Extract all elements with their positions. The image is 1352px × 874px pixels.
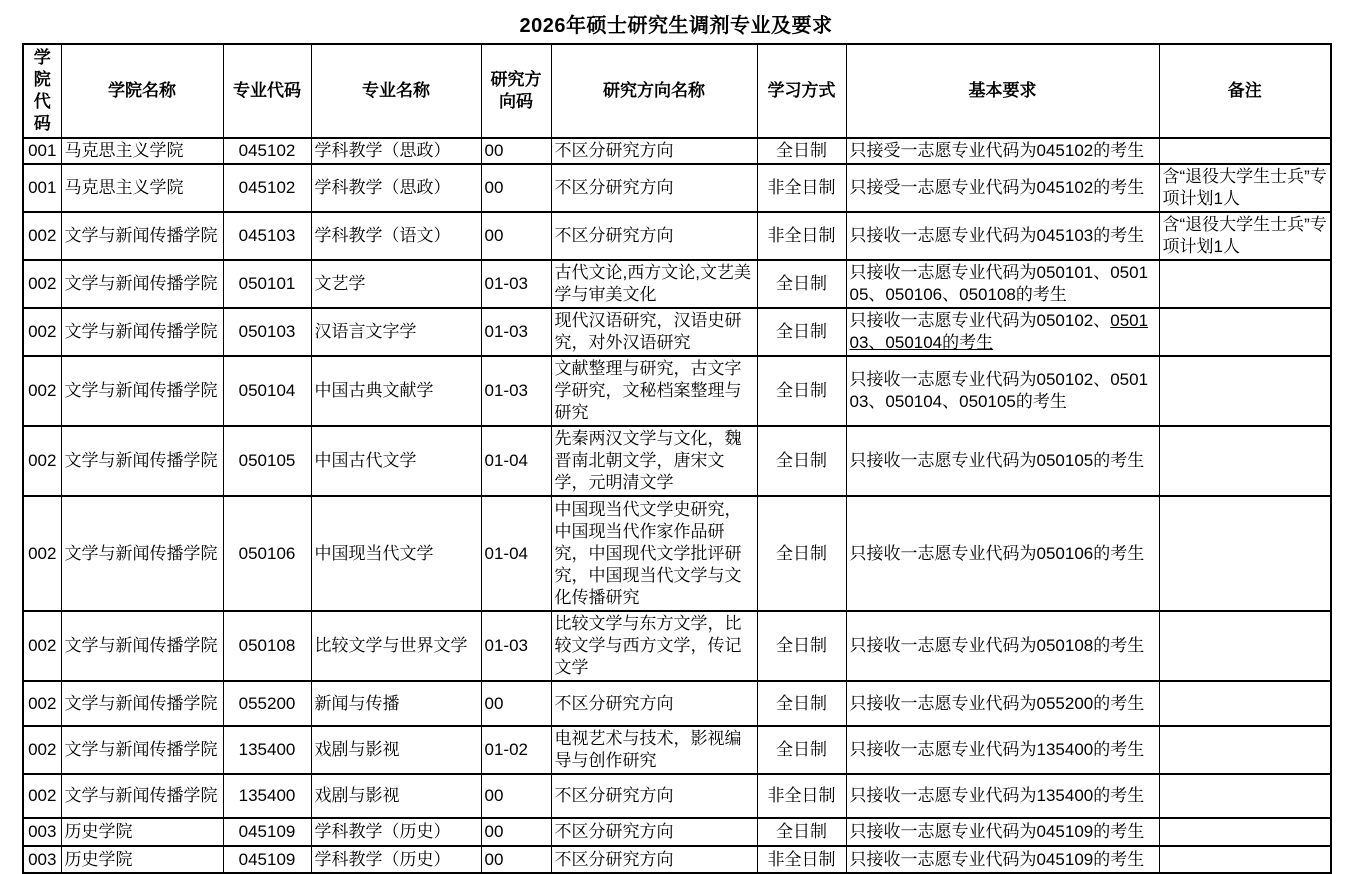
cell-college-code: 002 (23, 308, 61, 356)
cell-college-name: 文学与新闻传播学院 (61, 774, 223, 818)
table-row (23, 726, 1331, 774)
cell-major-code: 045109 (223, 846, 311, 873)
cell-college-name: 文学与新闻传播学院 (61, 356, 223, 426)
cell-college-code: 002 (23, 356, 61, 426)
cell-direction-name: 电视艺术与技术，影视编导与创作研究 (551, 726, 757, 774)
cell-basic-requirement: 只接收一志愿专业代码为050106的考生 (846, 496, 1159, 611)
cell-major-code: 045109 (223, 818, 311, 846)
cell-study-mode: 全日制 (757, 496, 846, 611)
cell-major-name: 中国古代文学 (311, 426, 481, 496)
cell-major-code: 135400 (223, 726, 311, 774)
cell-study-mode: 全日制 (757, 426, 846, 496)
cell-direction-code: 01-04 (481, 496, 551, 611)
cell-college-code: 002 (23, 426, 61, 496)
cell-direction-name: 不区分研究方向 (551, 681, 757, 726)
cell-direction-code: 01-04 (481, 426, 551, 496)
cell-college-code: 002 (23, 212, 61, 260)
cell-major-code: 055200 (223, 681, 311, 726)
table-row (23, 611, 1331, 681)
cell-major-code: 050104 (223, 356, 311, 426)
cell-major-code: 050105 (223, 426, 311, 496)
cell-remark (1159, 496, 1331, 611)
cell-direction-code: 00 (481, 164, 551, 212)
cell-basic-requirement: 只接收一志愿专业代码为135400的考生 (846, 774, 1159, 818)
cell-major-name: 学科教学（语文） (311, 212, 481, 260)
table-body (23, 138, 1331, 873)
table-row (23, 846, 1331, 873)
cell-basic-requirement: 只接受一志愿专业代码为045102的考生 (846, 164, 1159, 212)
cell-direction-code: 00 (481, 774, 551, 818)
cell-basic-requirement: 只接收一志愿专业代码为045103的考生 (846, 212, 1159, 260)
header-row (23, 44, 1331, 138)
cell-major-name: 戏剧与影视 (311, 726, 481, 774)
cell-major-name: 戏剧与影视 (311, 774, 481, 818)
cell-study-mode: 非全日制 (757, 846, 846, 873)
cell-study-mode: 非全日制 (757, 774, 846, 818)
cell-study-mode: 全日制 (757, 611, 846, 681)
cell-remark (1159, 426, 1331, 496)
cell-major-name: 学科教学（历史） (311, 818, 481, 846)
cell-direction-name: 不区分研究方向 (551, 774, 757, 818)
cell-college-name: 文学与新闻传播学院 (61, 260, 223, 308)
table-row (23, 212, 1331, 260)
cell-college-code: 002 (23, 611, 61, 681)
cell-college-code: 002 (23, 726, 61, 774)
cell-direction-code: 01-03 (481, 611, 551, 681)
cell-direction-code: 01-03 (481, 260, 551, 308)
cell-direction-code: 00 (481, 138, 551, 164)
cell-direction-code: 00 (481, 818, 551, 846)
cell-remark (1159, 611, 1331, 681)
cell-direction-name: 不区分研究方向 (551, 164, 757, 212)
cell-college-code: 002 (23, 260, 61, 308)
header-study-mode: 学习方式 (757, 44, 846, 138)
cell-direction-name: 不区分研究方向 (551, 212, 757, 260)
cell-direction-name: 文献整理与研究，古文字学研究，文秘档案整理与研究 (551, 356, 757, 426)
cell-remark (1159, 726, 1331, 774)
cell-college-code: 002 (23, 774, 61, 818)
cell-study-mode: 全日制 (757, 818, 846, 846)
header-basic-requirement: 基本要求 (846, 44, 1159, 138)
cell-basic-requirement: 只接收一志愿专业代码为050102、050103、050104的考生 (846, 308, 1159, 356)
cell-major-code: 045102 (223, 164, 311, 212)
cell-college-name: 文学与新闻传播学院 (61, 726, 223, 774)
cell-study-mode: 全日制 (757, 138, 846, 164)
cell-college-code: 003 (23, 818, 61, 846)
cell-college-code: 001 (23, 138, 61, 164)
cell-remark (1159, 260, 1331, 308)
cell-college-name: 文学与新闻传播学院 (61, 611, 223, 681)
cell-college-name: 马克思主义学院 (61, 138, 223, 164)
table-row (23, 356, 1331, 426)
header-college-name: 学院名称 (61, 44, 223, 138)
cell-basic-requirement: 只接收一志愿专业代码为045109的考生 (846, 846, 1159, 873)
cell-major-name: 汉语言文字学 (311, 308, 481, 356)
cell-direction-name: 现代汉语研究，汉语史研究，对外汉语研究 (551, 308, 757, 356)
cell-direction-code: 01-02 (481, 726, 551, 774)
header-direction-code: 研究方向码 (481, 44, 551, 138)
cell-basic-requirement: 只接收一志愿专业代码为050105的考生 (846, 426, 1159, 496)
cell-major-name: 文艺学 (311, 260, 481, 308)
cell-remark (1159, 818, 1331, 846)
table-header (23, 44, 1331, 138)
cell-major-name: 学科教学（思政） (311, 138, 481, 164)
cell-direction-name: 不区分研究方向 (551, 846, 757, 873)
cell-study-mode: 全日制 (757, 726, 846, 774)
cell-direction-code: 01-03 (481, 356, 551, 426)
cell-college-code: 002 (23, 496, 61, 611)
table-row (23, 138, 1331, 164)
cell-study-mode: 全日制 (757, 260, 846, 308)
cell-college-name: 文学与新闻传播学院 (61, 212, 223, 260)
cell-study-mode: 全日制 (757, 681, 846, 726)
cell-major-name: 中国现当代文学 (311, 496, 481, 611)
cell-major-name: 中国古典文献学 (311, 356, 481, 426)
cell-basic-requirement: 只接收一志愿专业代码为045109的考生 (846, 818, 1159, 846)
cell-major-code: 135400 (223, 774, 311, 818)
cell-direction-name: 比较文学与东方文学，比较文学与西方文学，传记文学 (551, 611, 757, 681)
cell-college-code: 002 (23, 681, 61, 726)
cell-direction-code: 00 (481, 681, 551, 726)
cell-direction-code: 01-03 (481, 308, 551, 356)
cell-direction-name: 古代文论,西方文论,文艺美学与审美文化 (551, 260, 757, 308)
header-remark: 备注 (1159, 44, 1331, 138)
cell-college-code: 001 (23, 164, 61, 212)
page-title: 2026年硕士研究生调剂专业及要求 (519, 15, 833, 37)
cell-college-name: 历史学院 (61, 818, 223, 846)
cell-basic-requirement: 只接收一志愿专业代码为050108的考生 (846, 611, 1159, 681)
table-row (23, 774, 1331, 818)
cell-college-name: 历史学院 (61, 846, 223, 873)
table-row (23, 681, 1331, 726)
header-major-name: 专业名称 (311, 44, 481, 138)
cell-remark: 含“退役大学生士兵”专项计划1人 (1159, 212, 1331, 260)
cell-direction-name: 不区分研究方向 (551, 138, 757, 164)
cell-study-mode: 非全日制 (757, 212, 846, 260)
cell-remark (1159, 308, 1331, 356)
header-direction-name: 研究方向名称 (551, 44, 757, 138)
cell-major-name: 新闻与传播 (311, 681, 481, 726)
table-row (23, 260, 1331, 308)
cell-major-code: 045103 (223, 212, 311, 260)
cell-study-mode: 全日制 (757, 308, 846, 356)
adjustment-majors-table (22, 43, 1332, 874)
cell-remark (1159, 681, 1331, 726)
cell-major-name: 学科教学（思政） (311, 164, 481, 212)
cell-basic-requirement: 只接受一志愿专业代码为045102的考生 (846, 138, 1159, 164)
cell-basic-requirement: 只接收一志愿专业代码为050101、050105、050106、050108的考生 (846, 260, 1159, 308)
cell-direction-name: 中国现当代文学史研究，中国现当代作家作品研究，中国现代文学批评研究，中国现当代文学与文化传播研究 (551, 496, 757, 611)
cell-direction-code: 00 (481, 846, 551, 873)
cell-remark (1159, 846, 1331, 873)
header-college-code: 学院代码 (23, 44, 61, 138)
cell-remark (1159, 774, 1331, 818)
table-row (23, 818, 1331, 846)
table-row (23, 426, 1331, 496)
cell-college-code: 003 (23, 846, 61, 873)
cell-college-name: 文学与新闻传播学院 (61, 496, 223, 611)
cell-major-code: 050101 (223, 260, 311, 308)
table-row (23, 496, 1331, 611)
cell-study-mode: 非全日制 (757, 164, 846, 212)
table-row (23, 308, 1331, 356)
table-row (23, 164, 1331, 212)
cell-major-code: 050103 (223, 308, 311, 356)
cell-college-name: 马克思主义学院 (61, 164, 223, 212)
cell-remark (1159, 356, 1331, 426)
cell-basic-requirement: 只接收一志愿专业代码为135400的考生 (846, 726, 1159, 774)
cell-major-code: 050106 (223, 496, 311, 611)
cell-college-name: 文学与新闻传播学院 (61, 681, 223, 726)
cell-direction-name: 不区分研究方向 (551, 818, 757, 846)
cell-major-name: 学科教学（历史） (311, 846, 481, 873)
cell-basic-requirement: 只接收一志愿专业代码为050102、050103、050104、050105的考生 (846, 356, 1159, 426)
cell-study-mode: 全日制 (757, 356, 846, 426)
cell-college-name: 文学与新闻传播学院 (61, 308, 223, 356)
cell-major-code: 050108 (223, 611, 311, 681)
cell-remark: 含“退役大学生士兵”专项计划1人 (1159, 164, 1331, 212)
cell-basic-requirement: 只接收一志愿专业代码为055200的考生 (846, 681, 1159, 726)
cell-college-name: 文学与新闻传播学院 (61, 426, 223, 496)
cell-remark (1159, 138, 1331, 164)
header-major-code: 专业代码 (223, 44, 311, 138)
cell-direction-code: 00 (481, 212, 551, 260)
cell-major-code: 045102 (223, 138, 311, 164)
cell-major-name: 比较文学与世界文学 (311, 611, 481, 681)
cell-direction-name: 先秦两汉文学与文化，魏晋南北朝文学，唐宋文学，元明清文学 (551, 426, 757, 496)
